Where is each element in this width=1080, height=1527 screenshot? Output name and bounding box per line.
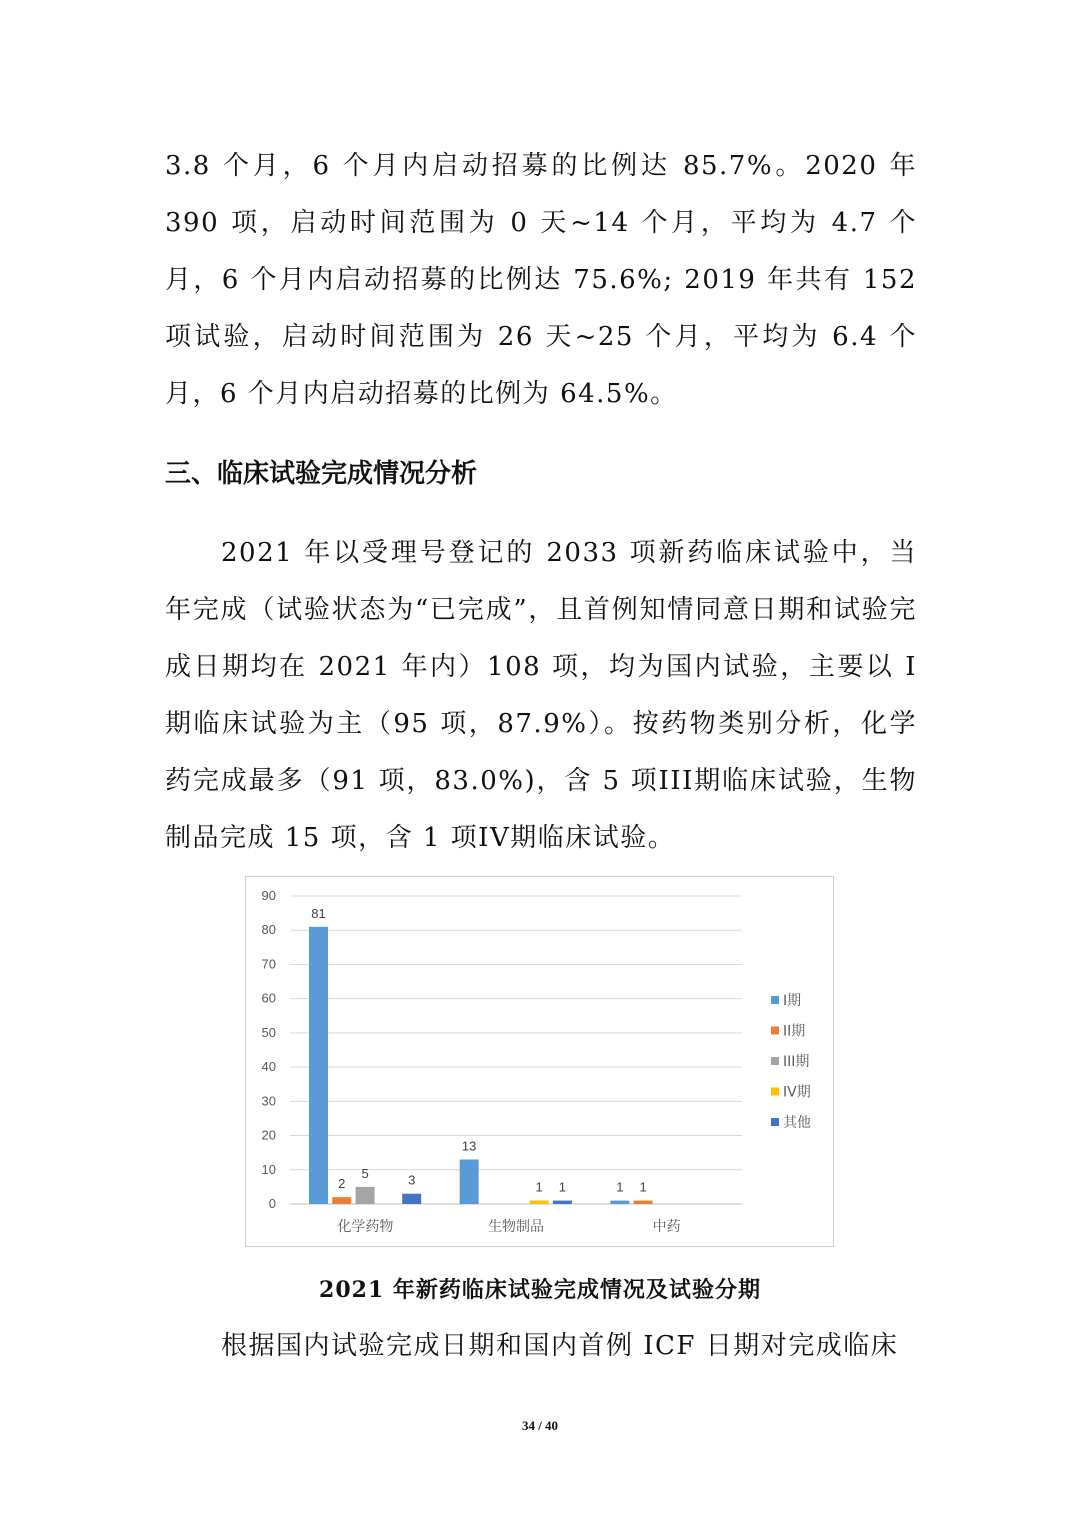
bar-chart — [246, 877, 835, 1248]
y-tick-label: 30 — [261, 1093, 276, 1109]
bar — [553, 1201, 572, 1204]
legend-swatch — [771, 1088, 779, 1096]
bar — [530, 1201, 549, 1204]
y-tick-label: 60 — [261, 990, 276, 1006]
legend-label: 其他 — [783, 1115, 811, 1131]
chart-caption: 2021 年新药临床试验完成情况及试验分期 — [319, 1277, 761, 1303]
data-label: 1 — [535, 1179, 543, 1195]
legend-swatch — [771, 1027, 779, 1035]
data-label: 81 — [311, 905, 326, 921]
paragraph-recruitment-stats: 3.8 个月，6 个月内启动招募的比例达 85.7%。2020 年 390 项，启动时间范围为 0 天~14 个月，平均为 4.7 个月，6 个月内启动招募的比例达 75.6%; 2019 年共有 152 项试验，启动时间范围为 26 天~25 个月，平均为 6.4 个月，6 个月内启动招募的比例为 64.5%。 — [165, 151, 917, 409]
bar — [634, 1201, 653, 1204]
data-label: 5 — [361, 1165, 369, 1181]
data-label: 1 — [616, 1179, 624, 1195]
legend-label: IV期 — [783, 1084, 811, 1101]
y-tick-label: 80 — [261, 922, 276, 938]
legend-label: I期 — [783, 993, 802, 1009]
page-number: 34 / 40 — [521, 1418, 559, 1433]
y-tick-label: 40 — [261, 1059, 276, 1075]
x-category-label: 化学药物 — [337, 1219, 394, 1235]
bar — [402, 1194, 421, 1204]
x-category-label: 生物制品 — [488, 1219, 544, 1235]
data-label: 13 — [461, 1138, 477, 1154]
legend-swatch — [771, 996, 779, 1004]
y-tick-label: 10 — [261, 1161, 276, 1177]
legend-swatch — [771, 1057, 779, 1065]
bar — [309, 927, 328, 1204]
legend-label: III期 — [783, 1054, 810, 1070]
paragraph-completion-analysis: 2021 年以受理号登记的 2033 项新药临床试验中，当年完成（试验状态为“已完成”，且首例知情同意日期和试验完成日期均在 2021 年内）108 项，均为国内试验，主要以 I 期临床试验为主（95 项，87.9%）。按药物类别分析，化学药完成最多（91 项，83.0%)，含 5 项III期临床试验，生物制品完成 15 项，含 1 项IV期临床试验。 — [165, 538, 917, 853]
y-tick-label: 70 — [261, 956, 276, 972]
x-category-label: 中药 — [652, 1219, 681, 1235]
data-label: 3 — [408, 1172, 416, 1188]
y-tick-label: 50 — [261, 1024, 276, 1040]
data-label: 2 — [338, 1176, 346, 1192]
y-tick-label: 0 — [268, 1196, 276, 1211]
bar-chart-frame — [245, 876, 834, 1247]
legend-label: II期 — [783, 1023, 806, 1040]
data-label: 1 — [558, 1179, 566, 1195]
section-heading: 三、临床试验完成情况分析 — [165, 459, 478, 489]
data-label: 1 — [639, 1179, 647, 1195]
y-tick-label: 20 — [261, 1127, 276, 1143]
bar — [460, 1160, 479, 1204]
bar — [356, 1187, 375, 1204]
bar — [332, 1197, 351, 1204]
y-tick-label: 90 — [261, 888, 276, 903]
bar — [610, 1201, 629, 1204]
legend-swatch — [771, 1118, 779, 1126]
paragraph-icf-dates: 根据国内试验完成日期和国内首例 ICF 日期对完成临床 — [221, 1331, 899, 1361]
